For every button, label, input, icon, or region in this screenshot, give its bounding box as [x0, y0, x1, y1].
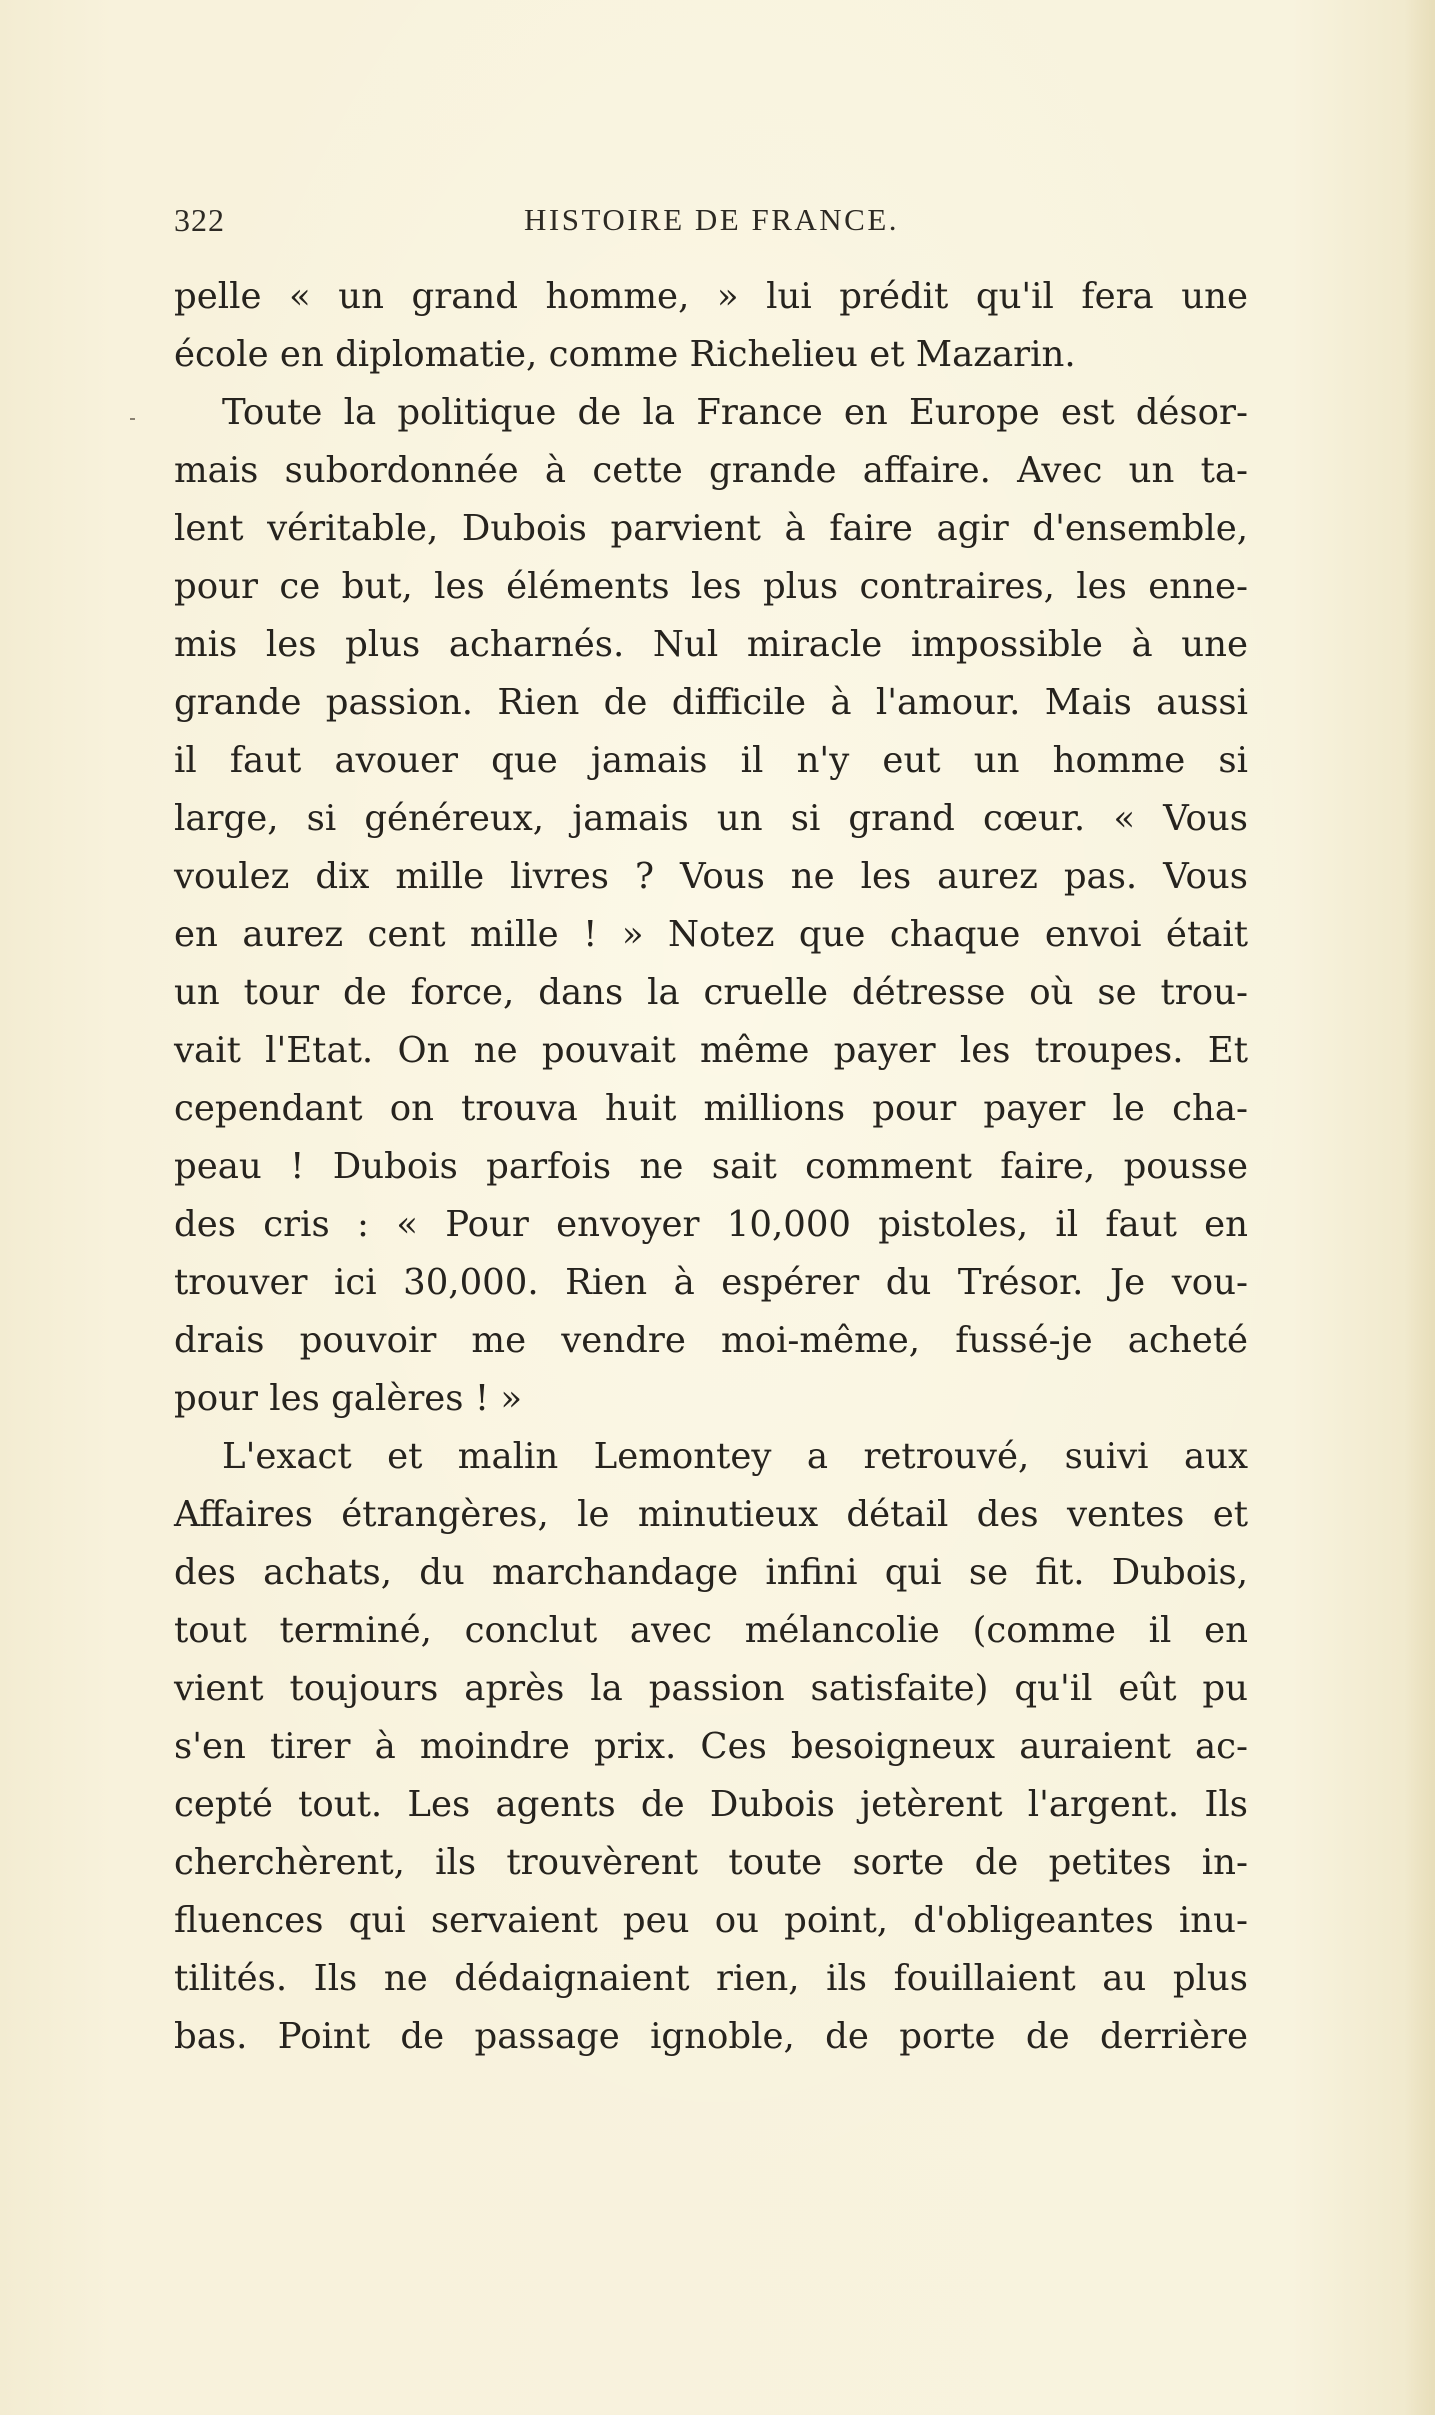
text-line: lent véritable, Dubois parvient à faire agir d'ensemble, — [174, 508, 1248, 549]
page-number: 322 — [174, 202, 225, 238]
running-head: HISTOIRE DE FRANCE. — [524, 202, 900, 237]
text-line: trouver ici 30,000. Rien à espérer du Trésor. Je vou- — [174, 1262, 1248, 1303]
text-line: école en diplomatie, comme Richelieu et Mazarin. — [174, 334, 1076, 375]
text-line: cependant on trouva huit millions pour payer le cha- — [174, 1088, 1248, 1129]
text-line: bas. Point de passage ignoble, de porte de derrière — [174, 2016, 1248, 2057]
text-line: cherchèrent, ils trouvèrent toute sorte de petites in- — [174, 1842, 1248, 1883]
text-line: des achats, du marchandage infini qui se fit. Dubois, — [174, 1552, 1248, 1593]
text-line: fluences qui servaient peu ou point, d'obligeantes inu- — [174, 1900, 1248, 1941]
text-line: drais pouvoir me vendre moi-même, fussé-je acheté — [174, 1320, 1248, 1361]
page-gutter-shadow — [1405, 0, 1435, 2415]
text-line: vait l'Etat. On ne pouvait même payer les troupes. Et — [174, 1030, 1248, 1071]
margin-mark — [130, 418, 135, 420]
text-line: tout terminé, conclut avec mélancolie (comme il en — [174, 1610, 1248, 1651]
text-line: en aurez cent mille ! » Notez que chaque envoi était — [174, 914, 1248, 955]
paragraph-first-line: Toute la politique de la France en Europe est désor- — [222, 392, 1248, 433]
text-line: cepté tout. Les agents de Dubois jetèrent l'argent. Ils — [174, 1784, 1248, 1825]
text-line: pelle « un grand homme, » lui prédit qu'il fera une — [174, 276, 1248, 317]
body-text — [174, 268, 1248, 2066]
text-line: il faut avouer que jamais il n'y eut un homme si — [174, 740, 1248, 781]
paragraph-first-line: L'exact et malin Lemontey a retrouvé, suivi aux — [222, 1436, 1248, 1477]
text-line: mais subordonnée à cette grande affaire. Avec un ta- — [174, 450, 1248, 491]
page-header — [174, 202, 1248, 252]
text-line: grande passion. Rien de difficile à l'amour. Mais aussi — [174, 682, 1248, 723]
text-line: large, si généreux, jamais un si grand cœur. « Vous — [174, 798, 1248, 839]
text-line: pour les galères ! » — [174, 1378, 523, 1419]
text-line: des cris : « Pour envoyer 10,000 pistoles, il faut en — [174, 1204, 1248, 1245]
text-line: voulez dix mille livres ? Vous ne les aurez pas. Vous — [174, 856, 1248, 897]
text-line: pour ce but, les éléments les plus contraires, les enne- — [174, 566, 1248, 607]
text-line: tilités. Ils ne dédaignaient rien, ils fouillaient au plus — [174, 1958, 1248, 1999]
text-line: s'en tirer à moindre prix. Ces besoigneux auraient ac- — [174, 1726, 1248, 1767]
text-line: un tour de force, dans la cruelle détresse où se trou- — [174, 972, 1248, 1013]
text-line: mis les plus acharnés. Nul miracle impossible à une — [174, 624, 1248, 665]
text-line: Affaires étrangères, le minutieux détail des ventes et — [174, 1494, 1248, 1535]
text-line: vient toujours après la passion satisfaite) qu'il eût pu — [174, 1668, 1248, 1709]
text-line: peau ! Dubois parfois ne sait comment faire, pousse — [174, 1146, 1248, 1187]
